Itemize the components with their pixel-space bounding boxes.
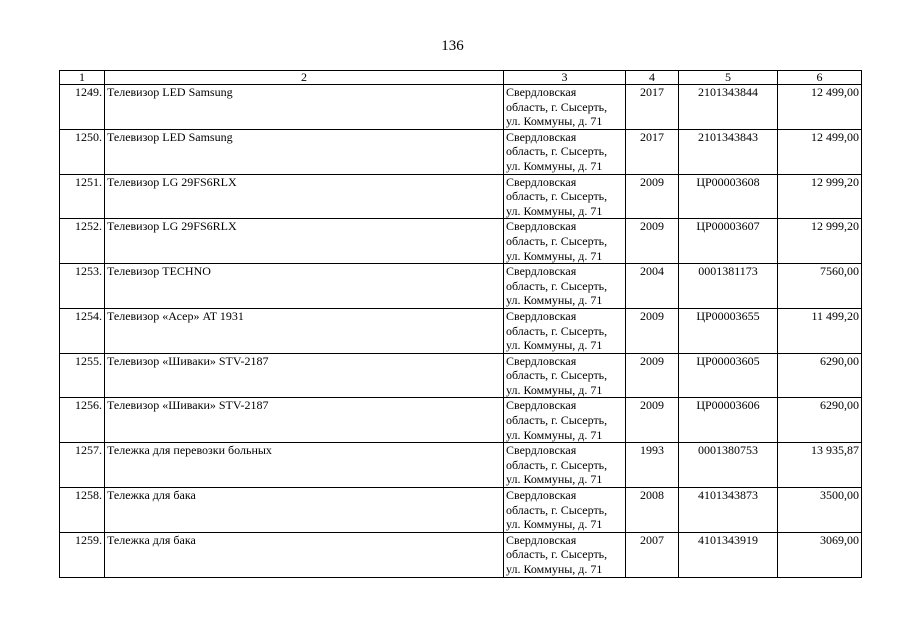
header-col-5: 5 — [679, 71, 778, 85]
table-row — [60, 398, 862, 443]
inventory-number: 2101343843 — [679, 129, 778, 174]
item-name: Телевизор «Асер» AT 1931 — [105, 308, 504, 353]
item-year: 2009 — [626, 174, 679, 219]
item-name: Телевизор LED Samsung — [105, 85, 504, 130]
inventory-number: ЦР00003605 — [679, 353, 778, 398]
header-row — [60, 71, 862, 85]
table-row — [60, 174, 862, 219]
item-year: 2009 — [626, 219, 679, 264]
row-number: 1258. — [60, 488, 105, 533]
header-col-3: 3 — [504, 71, 626, 85]
item-year: 2009 — [626, 353, 679, 398]
item-address: Свердловская область, г. Сысерть, ул. Коммуны, д. 71 — [504, 219, 626, 264]
inventory-number: 4101343919 — [679, 532, 778, 577]
item-address: Свердловская область, г. Сысерть, ул. Коммуны, д. 71 — [504, 532, 626, 577]
item-name: Телевизор «Шиваки» STV-2187 — [105, 398, 504, 443]
item-value: 6290,00 — [778, 398, 862, 443]
item-name: Тележка для бака — [105, 488, 504, 533]
table-row — [60, 488, 862, 533]
item-address: Свердловская область, г. Сысерть, ул. Коммуны, д. 71 — [504, 174, 626, 219]
row-number: 1252. — [60, 219, 105, 264]
inventory-number: 4101343873 — [679, 488, 778, 533]
item-value: 3069,00 — [778, 532, 862, 577]
row-number: 1259. — [60, 532, 105, 577]
row-number: 1257. — [60, 443, 105, 488]
header-col-1: 1 — [60, 71, 105, 85]
item-name: Телевизор LED Samsung — [105, 129, 504, 174]
item-year: 2007 — [626, 532, 679, 577]
table-row — [60, 85, 862, 130]
inventory-number: ЦР00003607 — [679, 219, 778, 264]
row-number: 1250. — [60, 129, 105, 174]
item-year: 2017 — [626, 129, 679, 174]
row-number: 1255. — [60, 353, 105, 398]
inventory-number: 0001381173 — [679, 264, 778, 309]
table-row — [60, 353, 862, 398]
item-value: 12 499,00 — [778, 129, 862, 174]
row-number: 1254. — [60, 308, 105, 353]
item-name: Тележка для бака — [105, 532, 504, 577]
table-row — [60, 443, 862, 488]
item-name: Телевизор «Шиваки» STV-2187 — [105, 353, 504, 398]
property-registry-table — [59, 70, 862, 578]
table-row — [60, 219, 862, 264]
item-address: Свердловская область, г. Сысерть, ул. Коммуны, д. 71 — [504, 129, 626, 174]
page-number: 136 — [441, 38, 464, 54]
header-col-4: 4 — [626, 71, 679, 85]
item-name: Телевизор LG 29FS6RLX — [105, 174, 504, 219]
item-value: 3500,00 — [778, 488, 862, 533]
table-row — [60, 532, 862, 577]
item-name: Телевизор TECHNO — [105, 264, 504, 309]
item-year: 2008 — [626, 488, 679, 533]
item-year: 2017 — [626, 85, 679, 130]
item-value: 12 999,20 — [778, 219, 862, 264]
item-name: Тележка для перевозки больных — [105, 443, 504, 488]
item-address: Свердловская область, г. Сысерть, ул. Коммуны, д. 71 — [504, 264, 626, 309]
item-address: Свердловская область, г. Сысерть, ул. Коммуны, д. 71 — [504, 488, 626, 533]
item-year: 2009 — [626, 308, 679, 353]
item-address: Свердловская область, г. Сысерть, ул. Коммуны, д. 71 — [504, 443, 626, 488]
item-address: Свердловская область, г. Сысерть, ул. Коммуны, д. 71 — [504, 353, 626, 398]
table-row — [60, 129, 862, 174]
inventory-number: ЦР00003655 — [679, 308, 778, 353]
inventory-number: ЦР00003608 — [679, 174, 778, 219]
inventory-number: 0001380753 — [679, 443, 778, 488]
item-year: 1993 — [626, 443, 679, 488]
item-address: Свердловская область, г. Сысерть, ул. Коммуны, д. 71 — [504, 398, 626, 443]
item-value: 11 499,20 — [778, 308, 862, 353]
item-year: 2004 — [626, 264, 679, 309]
item-year: 2009 — [626, 398, 679, 443]
header-col-6: 6 — [778, 71, 862, 85]
item-address: Свердловская область, г. Сысерть, ул. Коммуны, д. 71 — [504, 85, 626, 130]
table-row — [60, 308, 862, 353]
item-value: 6290,00 — [778, 353, 862, 398]
row-number: 1256. — [60, 398, 105, 443]
header-col-2: 2 — [105, 71, 504, 85]
item-value: 7560,00 — [778, 264, 862, 309]
item-value: 12 499,00 — [778, 85, 862, 130]
item-value: 12 999,20 — [778, 174, 862, 219]
row-number: 1251. — [60, 174, 105, 219]
inventory-number: 2101343844 — [679, 85, 778, 130]
item-address: Свердловская область, г. Сысерть, ул. Коммуны, д. 71 — [504, 308, 626, 353]
table-row — [60, 264, 862, 309]
inventory-number: ЦР00003606 — [679, 398, 778, 443]
item-value: 13 935,87 — [778, 443, 862, 488]
row-number: 1253. — [60, 264, 105, 309]
item-name: Телевизор LG 29FS6RLX — [105, 219, 504, 264]
row-number: 1249. — [60, 85, 105, 130]
